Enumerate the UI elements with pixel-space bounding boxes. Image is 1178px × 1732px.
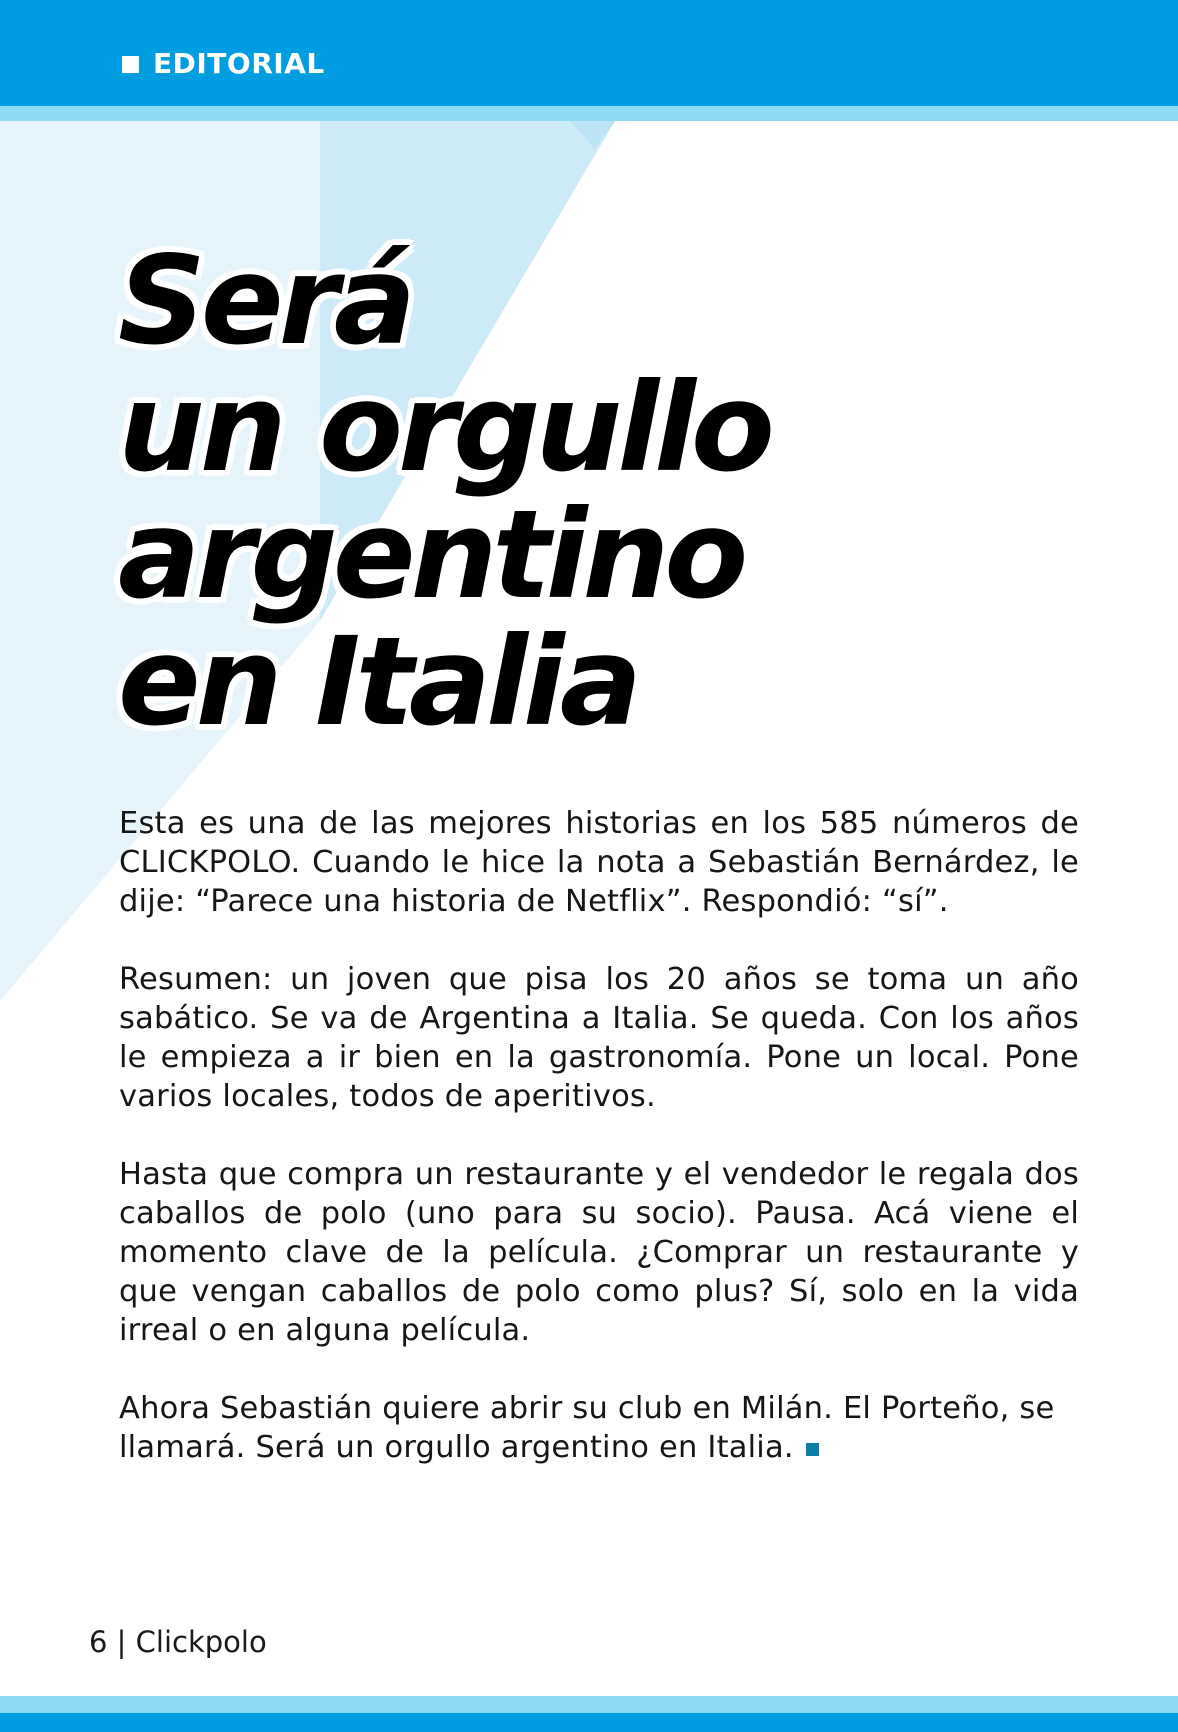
headline [118, 230, 770, 753]
header-stripe [0, 106, 1178, 121]
paragraph [119, 804, 1079, 921]
headline-line: un orgullo [118, 357, 770, 499]
paragraph-text: Esta es una de las mejores historias en los 585 números de CLICKPOLO. Cuando le hice la nota a Sebastián Bernárdez, le dije: “Parece una historia de Netflix”. Respondió: “sí”. [119, 806, 1079, 919]
paragraph-text: Resumen: un joven que pisa los 20 años se toma un año sabático. Se va de Argentina a Italia. Se queda. Con los años le empieza a ir bien en la gastronomía. Pone un local. Pone varios locales, todos de aperitivos. [119, 962, 1079, 1114]
headline-line: argentino [118, 484, 744, 626]
paragraph-text: Hasta que compra un restaurante y el vendedor le regala dos caballos de polo (uno para su socio). Pausa. Acá viene el momento clave de la película. ¿Comprar un restaurante y que vengan caballos de polo como plus? Sí, solo en la vida irreal o en alguna película. [119, 1157, 1079, 1348]
end-of-article-icon [806, 1443, 819, 1456]
section-label [122, 47, 325, 80]
paragraph [119, 1155, 1079, 1350]
headline-line: en Italia [118, 611, 638, 753]
section-label-text: EDITORIAL [153, 47, 325, 80]
paragraph [119, 1389, 1079, 1467]
paragraph [119, 960, 1079, 1116]
square-bullet-icon [122, 56, 139, 73]
headline-line: Será [118, 230, 412, 372]
page-folio: 6 | Clickpolo [89, 1625, 267, 1659]
paragraph-text: Ahora Sebastián quiere abrir su club en Milán. El Porteño, se llamará. Será un orgullo argentino en Italia. [119, 1391, 1055, 1465]
article-body [119, 804, 1079, 1506]
footer-stripe [0, 1696, 1178, 1713]
footer-bar [0, 1713, 1178, 1732]
